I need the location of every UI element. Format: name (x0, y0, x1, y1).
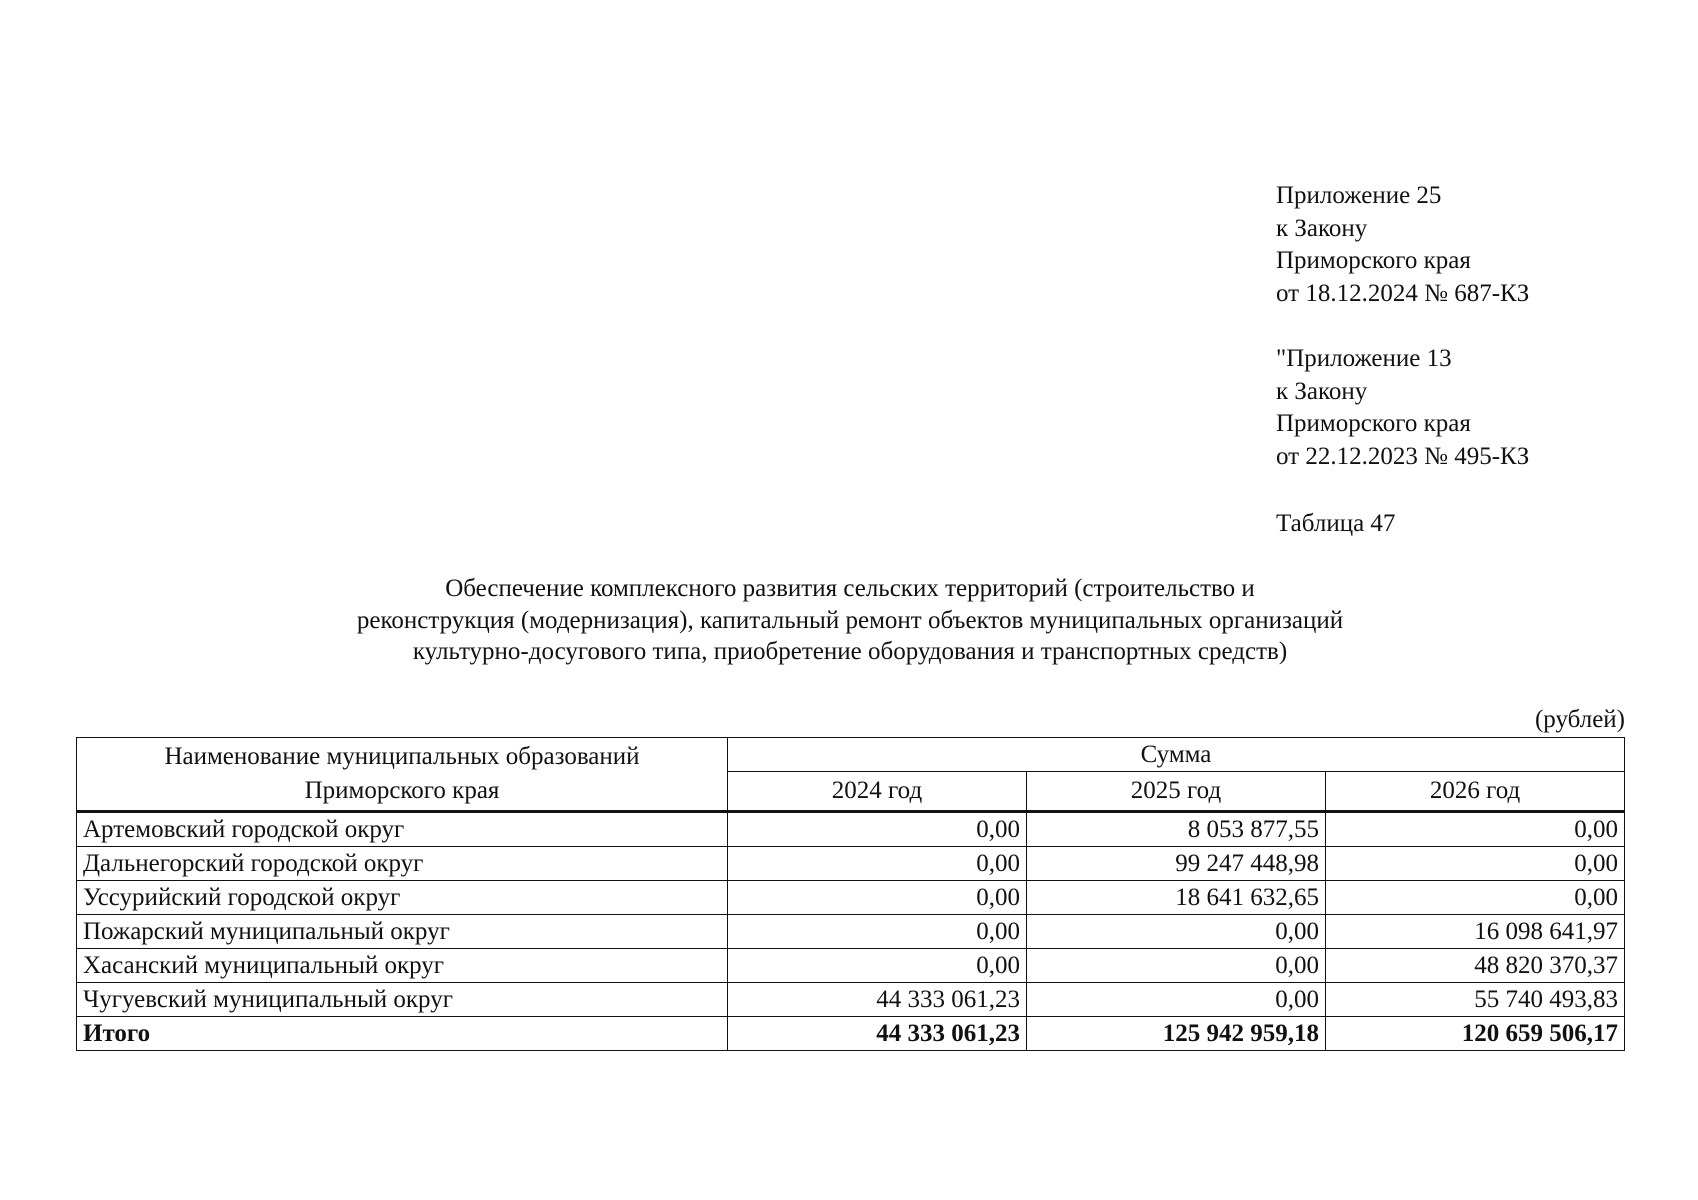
municipality-column-header (77, 738, 728, 812)
amount-2024: 0,00 (728, 847, 1027, 881)
total-2026: 120 659 506,17 (1326, 1017, 1625, 1051)
amount-2024: 0,00 (728, 812, 1027, 847)
original-appendix-date: от 22.12.2023 № 495-КЗ (1276, 442, 1530, 470)
total-2025: 125 942 959,18 (1027, 1017, 1326, 1051)
amount-2026: 0,00 (1326, 847, 1625, 881)
title-line-1: Обеспечение комплексного развития сельских территорий (строительство и (445, 575, 1255, 602)
table-number: Таблица 47 (1276, 510, 1396, 537)
funding-table (76, 737, 1625, 1051)
municipality-name: Пожарский муниципальный округ (77, 915, 728, 949)
amount-2025: 8 053 877,55 (1027, 812, 1326, 847)
municipality-name: Уссурийский городской округ (77, 881, 728, 915)
amount-2024: 0,00 (728, 915, 1027, 949)
amount-2024: 0,00 (728, 949, 1027, 983)
amount-2024: 44 333 061,23 (728, 983, 1027, 1017)
title-line-3: культурно-досугового типа, приобретение оборудования и транспортных средств) (412, 638, 1288, 665)
total-label: Итого (77, 1017, 728, 1051)
appendix-reference (1276, 180, 1529, 310)
appendix-date: от 18.12.2024 № 687-КЗ (1276, 279, 1530, 307)
header-row (77, 738, 1625, 772)
municipality-name: Артемовский городской округ (77, 812, 728, 847)
table-row (77, 812, 1625, 847)
amount-2024: 0,00 (728, 881, 1027, 915)
total-row (77, 1017, 1625, 1051)
year-2024-header: 2024 год (728, 772, 1027, 812)
appendix-number: Приложение 25 (1276, 182, 1442, 209)
appendix-region: Приморского края (1276, 247, 1471, 274)
amount-2025: 0,00 (1027, 915, 1326, 949)
year-2025-header: 2025 год (1027, 772, 1326, 812)
municipality-name: Хасанский муниципальный округ (77, 949, 728, 983)
title-line-2: реконструкция (модернизация), капитальный ремонт объектов муниципальных организаций (356, 606, 1344, 634)
amount-2025: 0,00 (1027, 983, 1326, 1017)
table-row (77, 915, 1625, 949)
municipality-header-line-2: Приморского края (304, 777, 500, 804)
document-title (180, 573, 1520, 668)
year-2026-header: 2026 год (1326, 772, 1625, 812)
amount-2026: 48 820 370,37 (1326, 949, 1625, 983)
amount-2025: 99 247 448,98 (1027, 847, 1326, 881)
sum-column-header: Сумма (728, 738, 1625, 772)
municipality-name: Дальнегорский городской округ (77, 847, 728, 881)
table-label (1276, 508, 1395, 541)
table-row (77, 847, 1625, 881)
municipality-name: Чугуевский муниципальный округ (77, 983, 728, 1017)
original-appendix-law: к Закону (1276, 377, 1368, 405)
table-row (77, 881, 1625, 915)
amount-2026: 0,00 (1326, 881, 1625, 915)
amount-2026: 0,00 (1326, 812, 1625, 847)
table-row (77, 983, 1625, 1017)
amount-2025: 0,00 (1027, 949, 1326, 983)
total-2024: 44 333 061,23 (728, 1017, 1027, 1051)
original-appendix-reference (1276, 343, 1529, 473)
appendix-law: к Закону (1276, 214, 1368, 242)
units-label: (рублей) (1534, 706, 1625, 733)
table-row (77, 949, 1625, 983)
original-appendix-region: Приморского края (1276, 410, 1471, 437)
original-appendix-number: "Приложение 13 (1276, 345, 1452, 372)
amount-2026: 16 098 641,97 (1326, 915, 1625, 949)
municipality-header-line-1: Наименование муниципальных образований (164, 743, 640, 770)
amount-2025: 18 641 632,65 (1027, 881, 1326, 915)
amount-2026: 55 740 493,83 (1326, 983, 1625, 1017)
